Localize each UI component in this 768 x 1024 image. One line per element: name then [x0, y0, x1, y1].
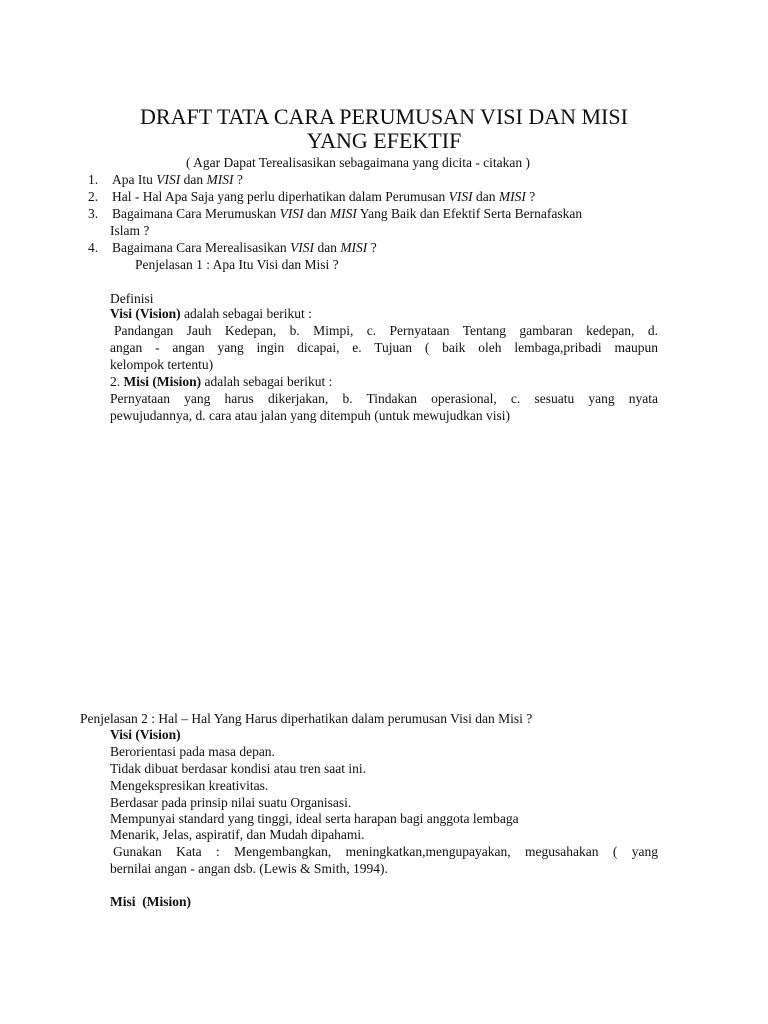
question-text: dan [303, 206, 330, 221]
question-item [112, 205, 582, 222]
misi-body-line: Pernyataan yang harus dikerjakan, b. Tindakan operasional, c. sesuatu yang nyata [110, 391, 658, 406]
misi-definition-line [110, 373, 332, 390]
visi-body-line: angan - angan yang ingin dicapai, e. Tujuan ( baik oleh lembaga,pribadi maupun [110, 340, 658, 355]
visi-italic: VISI [290, 240, 315, 255]
visi2-heading: Visi (Vision) [110, 727, 181, 742]
misi-num: 2. [110, 374, 124, 389]
visi-definition-line [110, 305, 312, 322]
question-item [112, 171, 243, 188]
visi-intro: adalah sebagai berikut : [180, 306, 312, 321]
visi-body-line: Pandangan Jauh Kedepan, b. Mimpi, c. Pernyataan Tentang gambaran kedepan, d. [114, 323, 658, 338]
visi-italic: VISI [279, 206, 304, 221]
question-text: dan [180, 172, 207, 187]
misi-italic: MISI [206, 172, 234, 187]
visi-body-line: kelompok tertentu) [110, 357, 214, 372]
question-text: Apa Itu [112, 172, 157, 187]
question-text: Bagaimana Cara Merumuskan [112, 206, 280, 221]
misi-term: Misi (Mision) [123, 374, 202, 389]
misi-body-line: pewujudannya, d. cara atau jalan yang ditempuh (untuk mewujudkan visi) [110, 408, 511, 423]
question-text: ? [367, 240, 377, 255]
misi-italic: MISI [329, 206, 357, 221]
question-number: 1. [88, 172, 99, 187]
question-item [112, 188, 535, 205]
list-item: Menarik, Jelas, aspiratif, dan Mudah dipahami. [110, 827, 365, 842]
gunakan-kata-paragraph [110, 843, 658, 877]
question-text-continued: Islam ? [110, 223, 150, 238]
visi-italic: VISI [448, 189, 473, 204]
question-text: Bagaimana Cara Merealisasikan [112, 240, 291, 255]
question-text: ? [525, 189, 536, 204]
question-number: 2. [88, 189, 99, 204]
definisi-label: Definisi [110, 291, 154, 306]
misi2-heading: Misi (Mision) [110, 894, 191, 909]
penjelasan2-heading: Penjelasan 2 : Hal – Hal Yang Harus diperhatikan dalam perumusan Visi dan Misi ? [80, 711, 533, 726]
document-title-line1: DRAFT TATA CARA PERUMUSAN VISI DAN MISI [140, 104, 628, 129]
list-item: Berdasar pada prinsip nilai suatu Organisasi. [110, 795, 352, 810]
list-item: Mempunyai standard yang tinggi, ideal serta harapan bagi anggota lembaga [110, 811, 519, 826]
question-number: 3. [88, 206, 99, 221]
misi-definition-body [110, 390, 658, 424]
document-title-line2: YANG EFEKTIF [306, 128, 462, 153]
question-text: dan [314, 240, 341, 255]
gunakan-line: bernilai angan - angan dsb. (Lewis & Smith, 1994). [110, 861, 388, 876]
question-number: 4. [88, 240, 99, 255]
penjelasan1-heading: Penjelasan 1 : Apa Itu Visi dan Misi ? [135, 257, 339, 272]
question-item [112, 239, 377, 256]
gunakan-line: Gunakan Kata : Mengembangkan, meningkatkan,mengupayakan, megusahakan ( yang [113, 844, 658, 859]
question-text: Yang Baik dan Efektif Serta Bernafaskan [356, 206, 583, 221]
misi-italic: MISI [498, 189, 526, 204]
visi-italic: VISI [156, 172, 181, 187]
list-item: Mengekspresikan kreativitas. [110, 778, 269, 793]
visi-definition-body [110, 322, 658, 373]
visi-term: Visi (Vision) [110, 306, 181, 321]
misi-italic: MISI [340, 240, 368, 255]
document-subtitle: ( Agar Dapat Terealisasikan sebagaimana yang dicita - citakan ) [186, 155, 531, 170]
question-text: Hal - Hal Apa Saja yang perlu diperhatikan dalam Perumusan [112, 189, 449, 204]
list-item: Tidak dibuat berdasar kondisi atau tren saat ini. [110, 761, 366, 776]
question-text: dan [472, 189, 499, 204]
list-item: Berorientasi pada masa depan. [110, 744, 275, 759]
misi-intro: adalah sebagai berikut : [201, 374, 333, 389]
question-text: ? [233, 172, 243, 187]
